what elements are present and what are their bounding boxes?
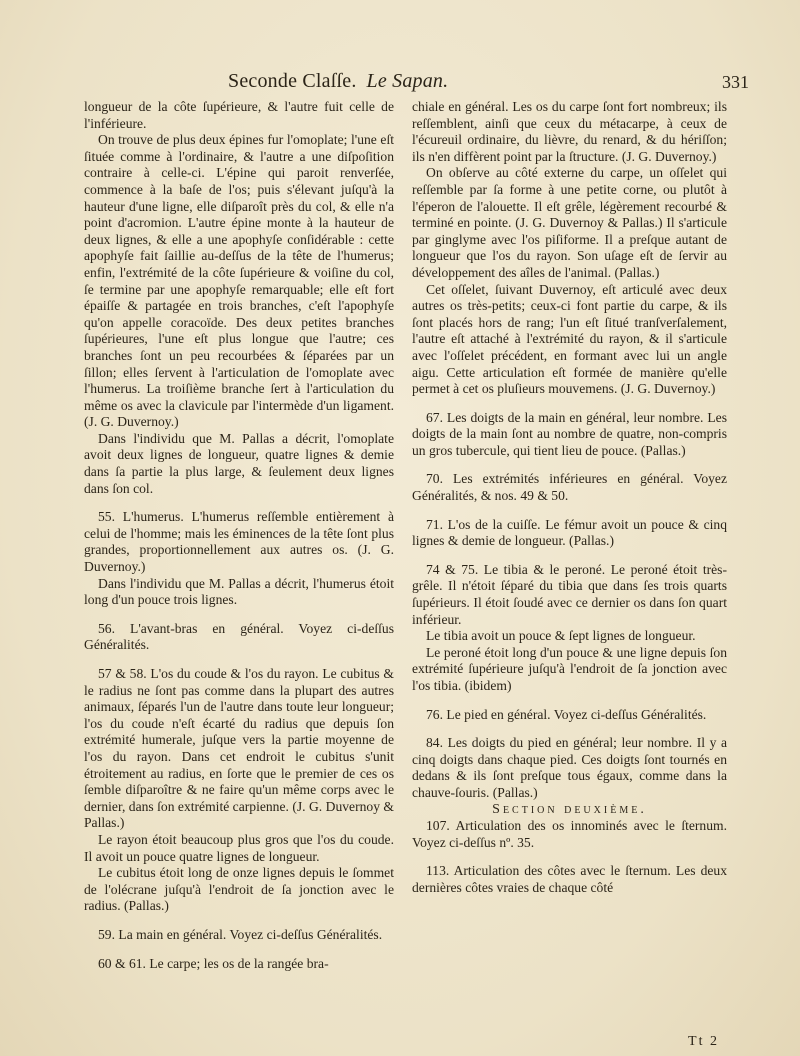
paragraph: 60 & 61. Le carpe; les os de la rangée bra- bbox=[98, 955, 329, 971]
paragraph: On trouve de plus deux épines fur l'omoplate; l'une eſt ſituée comme à l'ordinaire, & l'autre a une diſpoſition contraire à celle-ci. L'épine qui paroit renverſée, commence à la baſe de l'os; puis s'élevant juſqu'à la hauteur d'une ligne, elle diſparoît près du col, & elle n'a point d'acromion. L'autre épine monte à la hauteur de deux lignes, & elle a une apophyſe conſidérable : cette apophyſe fait ſaillie au-deſſus de la tête de l'humerus; enfin, l'extrémité de la côte ſupérieure & voiſine du col, ſe termine par une apophyſe remarquable; elle eſt fort épaiſſe & partagée en trois branches, c'eſt l'apophyſe qu'on appelle coracoïde. Des deux petites branches ſupérieures, l'une eſt plus longue que l'autre; ces branches ſont un peu recourbées & ſéparées par un ſillon; elles ſervent à l'articulation de l'omoplate avec l'humerus. La troiſième branche ſert à l'articulation du même os avec la clavicule par l'intermède d'un ligament. (J. G. Duvernoy.) bbox=[84, 132, 394, 430]
page-header bbox=[0, 70, 800, 96]
paragraph: 76. Le pied en général. Voyez ci-deſſus Généralités. bbox=[426, 706, 707, 722]
paragraph: Le tibia avoit un pouce & ſept lignes de longueur. bbox=[426, 628, 696, 644]
paragraph: 70. Les extrémités inférieures en général. Voyez Généralités, & nos. 49 & 50. bbox=[412, 471, 727, 504]
paragraph: 67. Les doigts de la main en général, leur nombre. Les doigts de la main ſont au nombre de quatre, non-compris un gros tubercule, qui tient lieu de pouce. (Pallas.) bbox=[412, 409, 727, 458]
paragraph: 57 & 58. L'os du coude & l'os du rayon. Le cubitus & le radius ne ſont pas comme dans la plupart des autres animaux, ſéparés l'un de l'autre dans toute leur longueur; l'os du coude n'eſt écarté du radius que depuis ſon extrémité humerale, juſque vers la partie moyenne de l'os du rayon. Dans cet endroit le cubitus s'unit étroitement au radius, en ſorte que le premier de ces os ſemble diſparoître & ne faire qu'un même corps avec le dernier, dans ſon extrémité carpienne. (J. G. Duvernoy & Pallas.) bbox=[84, 666, 394, 831]
paragraph: 113. Articulation des côtes avec le ſternum. Les deux dernières côtes vraies de chaque côté bbox=[412, 863, 727, 895]
paragraph: Le rayon étoit beaucoup plus gros que l'os du coude. Il avoit un pouce quatre lignes de longueur. bbox=[84, 831, 394, 864]
running-head-title: Le Sapan. bbox=[366, 70, 449, 92]
paragraph: Cet oſſelet, ſuivant Duvernoy, eſt articulé avec deux autres os très-petits; ceux-ci font partie du carpe, & ils ſont placés hors de rang; l'un eſt ſitué tranſverſalement, l'autre eſt attaché à l'extrémité du rayon, & il s'articule avec l'oſſelet précédent, en formant avec lui un angle aigu. Cette articulation eſt formée de manière qu'elle permet à cet os pluſieurs mouvemens. (J. G. Duvernoy.) bbox=[412, 281, 727, 397]
running-head bbox=[228, 70, 448, 93]
paragraph: 55. L'humerus. L'humerus reſſemble entièrement à celui de l'homme; mais les éminences de la tête ſont plus grandes, proportionnellement aux autres os. (J. G. Duvernoy.) bbox=[84, 509, 394, 575]
running-head-class: Seconde Claſſe. bbox=[228, 70, 357, 92]
signature-mark: Tt 2 bbox=[688, 1034, 719, 1049]
right-column bbox=[412, 99, 727, 897]
page-number: 331 bbox=[722, 72, 749, 92]
paragraph: Dans l'individu que M. Pallas a décrit, l'omoplate avoit deux lignes de longueur, quatre lignes & demie dans ſa partie la plus large, & ſeulement deux lignes dans ſon col. bbox=[84, 430, 394, 496]
paragraph: 71. L'os de la cuiſſe. Le fémur avoit un pouce & cinq lignes & demie de longueur. (Pallas.) bbox=[412, 516, 727, 549]
paragraph: 56. L'avant-bras en général. Voyez ci-deſſus Généralités. bbox=[84, 620, 394, 653]
paragraph: 74 & 75. Le tibia & le peroné. Le peroné étoit très-grêle. Il n'étoit ſéparé du tibia que dans ſes trois quarts ſupérieurs. Il étoit ſoudé avec ce dernier os dans ſon quart inférieur. bbox=[412, 561, 727, 627]
left-column bbox=[84, 99, 394, 972]
paragraph: Dans l'individu que M. Pallas a décrit, l'humerus étoit long d'un pouce trois lignes. bbox=[84, 575, 394, 608]
paragraph: On obſerve au côté externe du carpe, un oſſelet qui reſſemble par ſa forme à une petite corne, ou plutôt à l'éperon de l'alouette. Il eſt grêle, légèrement recourbé & terminé en pointe. (J. G. Duvernoy & Pallas.) Il s'articule par ginglyme avec l'os piſiforme. Il a preſque autant de longueur que l'os du rayon. Son uſage eſt de ſervir au développement des aîles de l'animal. (Pallas.) bbox=[412, 165, 727, 280]
paragraph: longueur de la côte ſupérieure, & l'autre fuit celle de l'inférieure. bbox=[84, 99, 394, 131]
paragraph: chiale en général. Les os du carpe ſont fort nombreux; ils reſſemblent, ainſi que ceux du métacarpe, à ceux de l'écureuil ordinaire, du lièvre, du renard, & du hériſſon; ils n'en diffèrent point par la ſtructure. (J. G. Duvernoy.) bbox=[412, 99, 727, 164]
paragraph: Le peroné étoit long d'un pouce & une ligne depuis ſon extrémité ſupérieure juſqu'à l'endroit de ſa jonction avec l'os tibia. (ibidem) bbox=[412, 644, 727, 693]
section-heading: Section deuxième. bbox=[492, 801, 647, 817]
paragraph: Le cubitus étoit long de onze lignes depuis le ſommet de l'olécrane juſqu'à l'endroit de ſa jonction avec le radius. (Pallas.) bbox=[84, 865, 394, 914]
paragraph: 59. La main en général. Voyez ci-deſſus Généralités. bbox=[98, 926, 383, 942]
paragraph: 107. Articulation des os innominés avec le ſternum. Voyez ci-deſſus nº. 35. bbox=[412, 818, 727, 850]
paragraph: 84. Les doigts du pied en général; leur nombre. Il y a cinq doigts dans chaque pied. Ces doigts ſont tournés en dedans & ils ſont preſque tous égaux, comme dans la chauve-ſouris. (Pallas.) bbox=[412, 735, 727, 800]
